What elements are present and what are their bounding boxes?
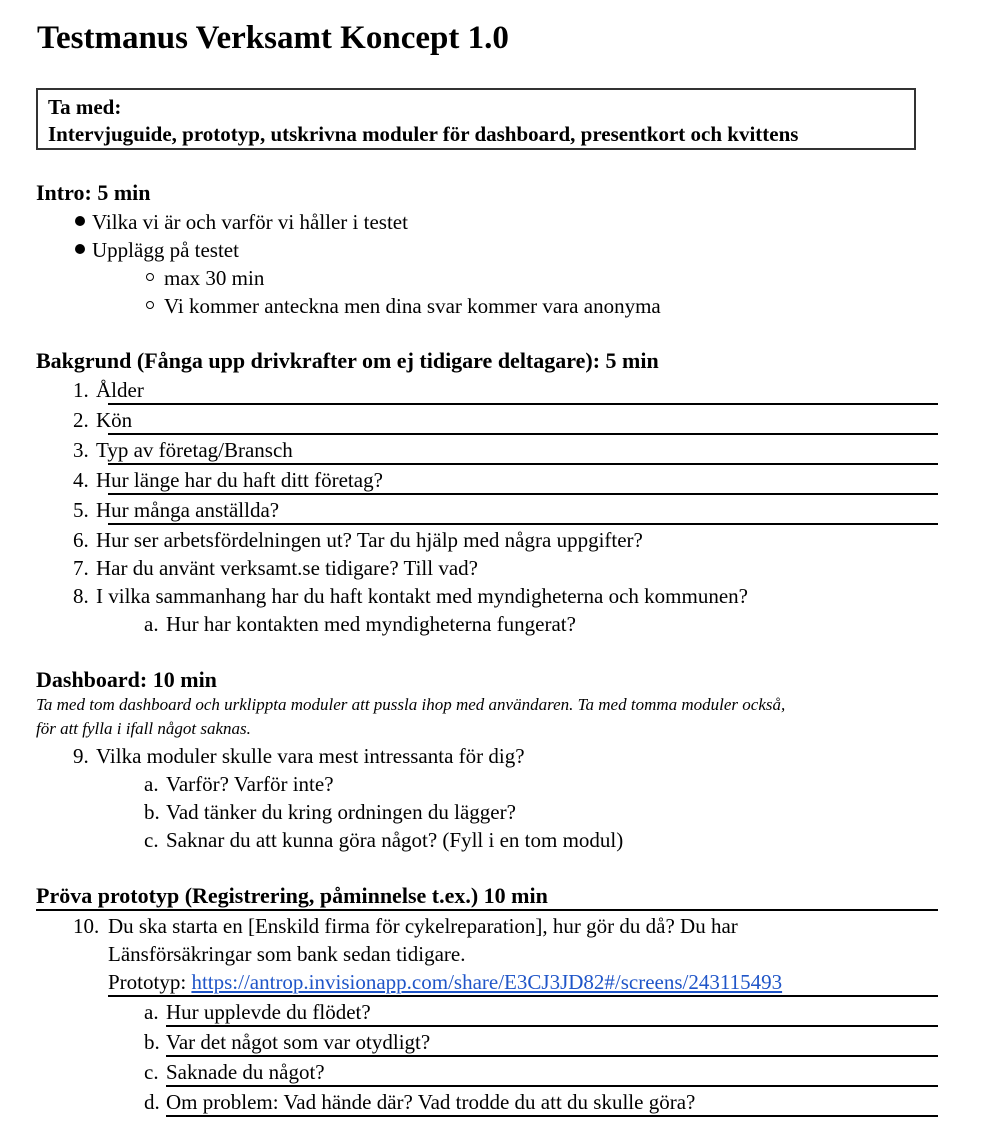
answer-line xyxy=(166,1055,938,1057)
intro-bullet: Upplägg på testet xyxy=(92,238,239,262)
sub-question-letter: a. xyxy=(144,612,159,636)
answer-line xyxy=(108,493,938,495)
sub-question-text: Varför? Varför inte? xyxy=(166,772,334,796)
question-number: 9. xyxy=(73,744,89,768)
sub-question-text: Saknade du något? xyxy=(166,1060,325,1084)
question-text: Hur länge har du haft ditt företag? xyxy=(96,468,383,492)
sub-question-letter: c. xyxy=(144,1060,159,1084)
background-heading: Bakgrund (Fånga upp drivkrafter om ej tidigare deltagare): 5 min xyxy=(36,348,659,373)
sub-question-letter: a. xyxy=(144,1000,159,1024)
question-number: 8. xyxy=(73,584,89,608)
sub-question-letter: b. xyxy=(144,1030,160,1054)
answer-line xyxy=(108,463,938,465)
question-text: Typ av företag/Bransch xyxy=(96,438,293,462)
bring-box xyxy=(36,88,916,150)
intro-heading: Intro: 5 min xyxy=(36,180,151,205)
question-number: 7. xyxy=(73,556,89,580)
sub-bullet-icon xyxy=(146,273,154,281)
intro-sub-bullet: Vi kommer anteckna men dina svar kommer vara anonyma xyxy=(164,294,661,318)
question-text: Hur många anställda? xyxy=(96,498,280,522)
prototype-label: Prototyp: xyxy=(108,970,192,994)
question-text: Vilka moduler skulle vara mest intressanta för dig? xyxy=(96,744,525,768)
answer-line xyxy=(36,909,938,911)
sub-question-text: Hur upplevde du flödet? xyxy=(166,1000,371,1024)
question-number: 1. xyxy=(73,378,89,402)
question-number: 6. xyxy=(73,528,89,552)
question-text: Kön xyxy=(96,408,133,432)
question-number: 10. xyxy=(73,914,100,938)
question-number: 2. xyxy=(73,408,89,432)
bring-items: Intervjuguide, prototyp, utskrivna moduler för dashboard, presentkort och kvittens xyxy=(48,122,799,146)
dashboard-heading: Dashboard: 10 min xyxy=(36,667,217,692)
sub-question-letter: d. xyxy=(144,1090,160,1114)
question-text: Du ska starta en [Enskild firma för cykelreparation], hur gör du då? Du har xyxy=(108,914,738,938)
sub-question-text: Var det något som var otydligt? xyxy=(166,1030,431,1054)
question-text: Har du använt verksamt.se tidigare? Till vad? xyxy=(96,556,478,580)
question-text: I vilka sammanhang har du haft kontakt med myndigheterna och kommunen? xyxy=(96,584,748,608)
answer-line xyxy=(166,1085,938,1087)
question-text: Ålder xyxy=(96,378,144,402)
question-number: 5. xyxy=(73,498,89,522)
bring-label: Ta med: xyxy=(48,95,122,119)
sub-bullet-icon xyxy=(146,301,154,309)
page-title: Testmanus Verksamt Koncept 1.0 xyxy=(37,20,509,56)
answer-line xyxy=(108,403,938,405)
bullet-icon xyxy=(75,244,85,254)
prototype-link[interactable]: https://antrop.invisionapp.com/share/E3CJ3JD82#/screens/243115493 xyxy=(191,970,783,994)
sub-question-letter: c. xyxy=(144,828,159,852)
answer-line xyxy=(108,433,938,435)
dashboard-note: Ta med tom dashboard och urklippta moduler att pussla ihop med användaren. Ta med tomma moduler också, xyxy=(36,695,786,714)
sub-question-letter: a. xyxy=(144,772,159,796)
question-text: Länsförsäkringar som bank sedan tidigare. xyxy=(108,942,466,966)
prototype-heading: Pröva prototyp (Registrering, påminnelse t.ex.) 10 min xyxy=(36,883,548,908)
answer-line xyxy=(108,523,938,525)
intro-sub-bullet: max 30 min xyxy=(164,266,265,290)
question-number: 4. xyxy=(73,468,89,492)
sub-question-text: Vad tänker du kring ordningen du lägger? xyxy=(166,800,516,824)
sub-question-text: Om problem: Vad hände där? Vad trodde du att du skulle göra? xyxy=(166,1090,696,1114)
answer-line xyxy=(166,1115,938,1117)
question-number: 3. xyxy=(73,438,89,462)
sub-question-text: Hur har kontakten med myndigheterna fungerat? xyxy=(166,612,576,636)
bullet-icon xyxy=(75,216,85,226)
answer-line xyxy=(166,1025,938,1027)
intro-bullet: Vilka vi är och varför vi håller i testet xyxy=(92,210,408,234)
sub-question-text: Saknar du att kunna göra något? (Fyll i en tom modul) xyxy=(166,828,624,852)
prototype-line xyxy=(108,969,782,995)
dashboard-note: för att fylla i ifall något saknas. xyxy=(36,719,251,738)
sub-question-letter: b. xyxy=(144,800,160,824)
question-text: Hur ser arbetsfördelningen ut? Tar du hjälp med några uppgifter? xyxy=(96,528,643,552)
answer-line xyxy=(108,995,938,997)
